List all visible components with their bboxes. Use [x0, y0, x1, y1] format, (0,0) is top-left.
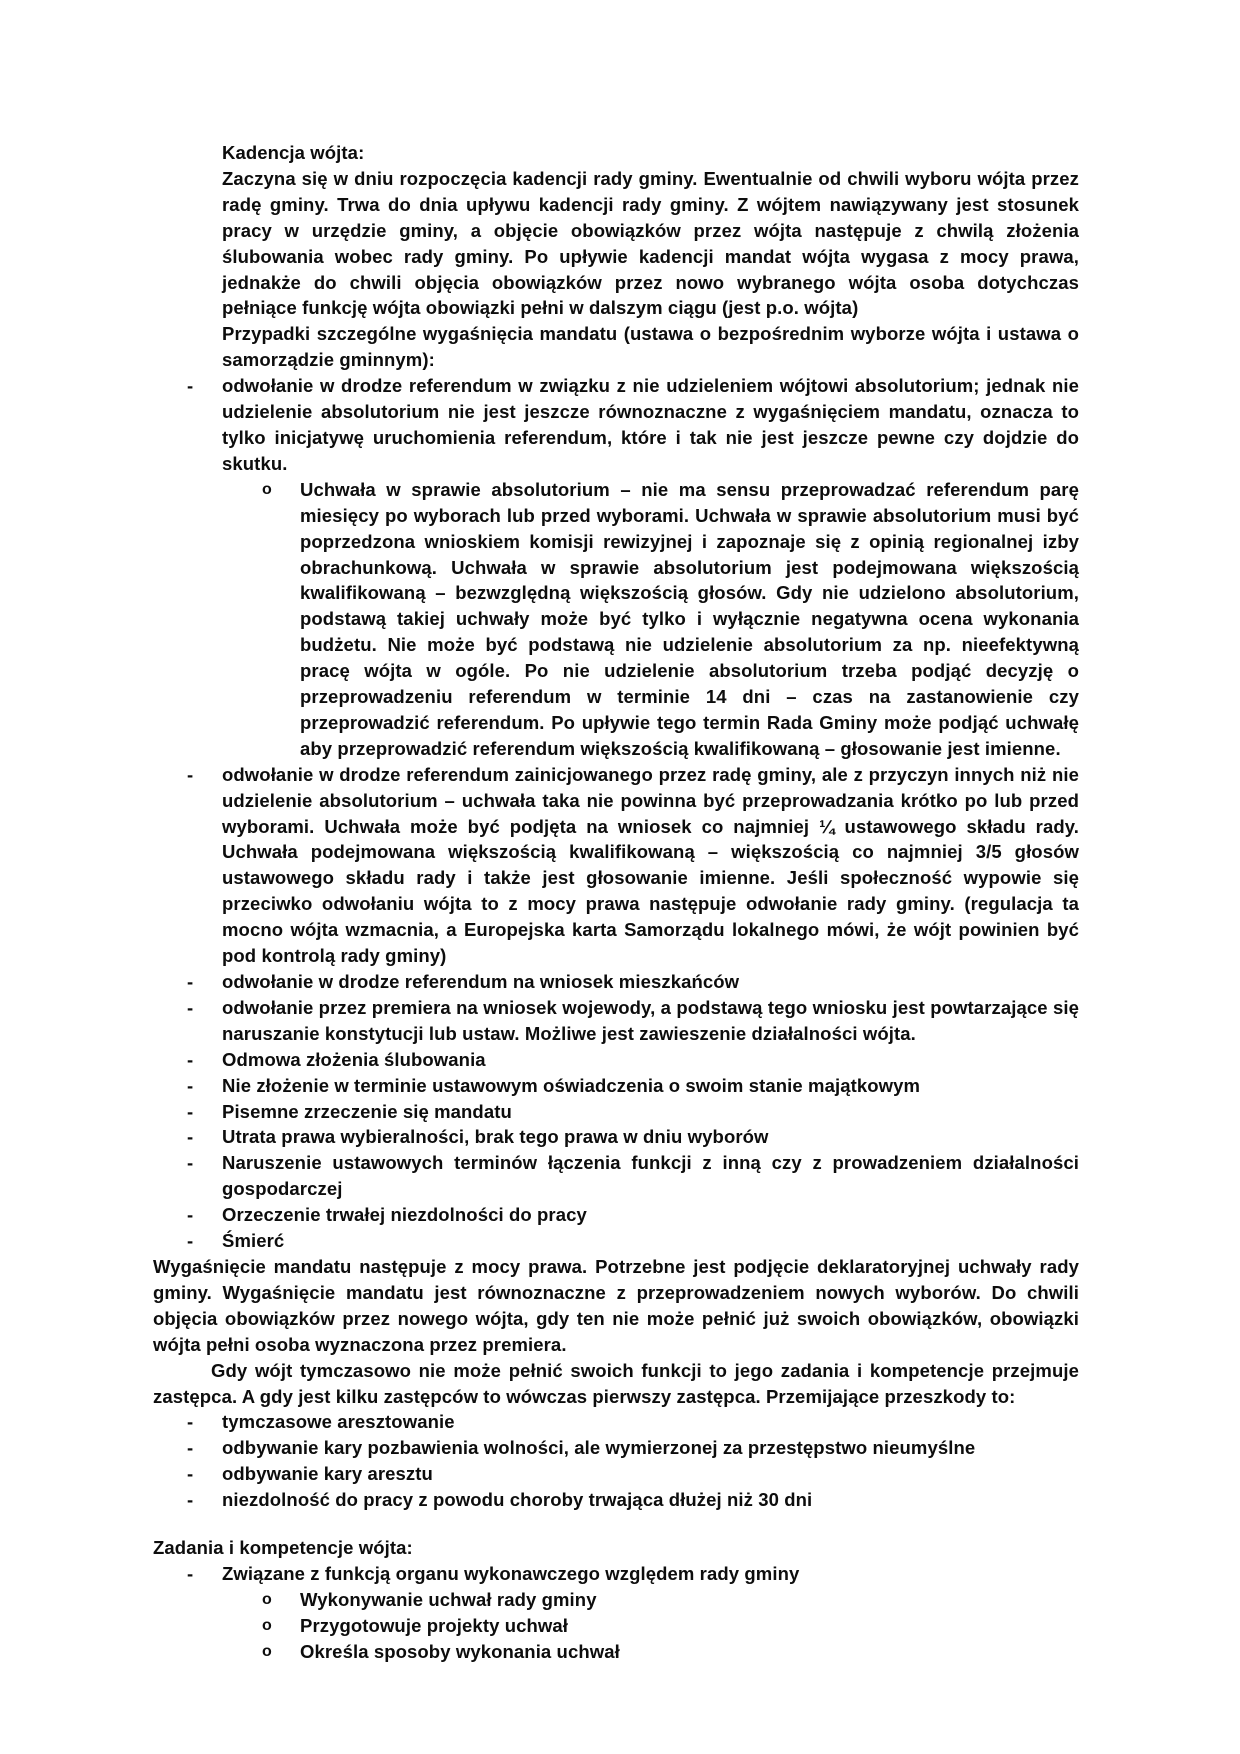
- dash-bullet-icon: -: [187, 1204, 194, 1226]
- sub-list-item: [153, 1639, 1079, 1665]
- list-item-text: Śmierć: [222, 1230, 285, 1252]
- intro-paragraph: Zaczyna się w dniu rozpoczęcia kadencji rady gminy. Ewentualnie od chwili wyboru wójta przez radę gminy. Trwa do dnia upływu kadencji rady gminy. Z wójtem nawiązywany jest stosunek pracy w urzędzie gminy, a objęcie obowiązków przez wójta następuje z chwilą złożenia ślubowania wobec rady gminy. Po upływie kadencji mandat wójta wygasa z mocy prawa, jednakże do chwili objęcia obowiązków przez nowo wybranego wójta osoba dotychczas pełniące funkcję wójta obowiązki pełni w dalszym ciągu (jest p.o. wójta): [222, 167, 1079, 319]
- dash-bullet-icon: -: [187, 1437, 194, 1459]
- dash-bullet-icon: -: [187, 1230, 194, 1252]
- dash-bullet-icon: -: [187, 1463, 194, 1485]
- list-item-text: odwołanie w drodze referendum zainicjowanego przez radę gminy, ale z przyczyn innych niż nie udzielenie absolutorium – uchwała taka nie powinna być przeprowadzania krótko po lub przed wyborami. Uchwała może być podjęta na wniosek co najmniej ¼ ustawowego składu rady. Uchwała podejmowana większością kwalifikowaną – większością co najmniej 3/5 głosów ustawowego składu rady i także jest głosowanie imienne. Jeśli społeczność wypowie się przeciwko odwołaniu wójta to z mocy prawa następuje odwołanie rady gminy. (regulacja ta mocno wójta wzmacnia, a Europejska karta Samorządu lokalnego mówi, że wójt powinien być pod kontrolą rady gminy): [222, 763, 1079, 967]
- list-item-text: Związane z funkcją organu wykonawczego względem rady gminy: [222, 1562, 800, 1584]
- list-item: [153, 1561, 1079, 1587]
- dash-bullet-icon: -: [187, 1126, 194, 1148]
- list-item-text: tymczasowe aresztowanie: [222, 1411, 455, 1433]
- list-item: [153, 969, 1079, 995]
- sub-list-item-text: Wykonywanie uchwał rady gminy: [300, 1588, 597, 1610]
- expiry-paragraph: Wygaśnięcie mandatu następuje z mocy prawa. Potrzebne jest podjęcie deklaratoryjnej uchwały rady gminy. Wygaśnięcie mandatu jest równoznaczne z przeprowadzeniem nowych wyborów. Do chwili objęcia obowiązków przez nowego wójta, gdy ten nie może pełnić już swoich obowiązków, obowiązki wójta pełni osoba wyznaczona przez premiera.: [153, 1255, 1079, 1355]
- dash-bullet-icon: -: [187, 1562, 194, 1584]
- list-item: [153, 1461, 1079, 1487]
- dash-bullet-icon: -: [187, 1411, 194, 1433]
- sub-list-item-text: Określa sposoby wykonania uchwał: [300, 1640, 620, 1662]
- list-item-text: odwołanie w drodze referendum w związku z nie udzieleniem wójtowi absolutorium; jednak nie udzielenie absolutorium nie jest jeszcze równoznaczne z wygaśnięciem mandatu, oznacza to tylko inicjatywę uruchomienia referendum, które i tak nie jest jeszcze pewne czy dojdzie do skutku.: [222, 375, 1079, 474]
- list-item-text: Utrata prawa wybieralności, brak tego prawa w dniu wyborów: [222, 1126, 769, 1148]
- list-item-text: Orzeczenie trwałej niezdolności do pracy: [222, 1204, 587, 1226]
- list-item-text: Nie złożenie w terminie ustawowym oświadczenia o swoim stanie majątkowym: [222, 1074, 921, 1096]
- list-item-text: odwołanie w drodze referendum na wniosek mieszkańców: [222, 971, 740, 992]
- circle-bullet-icon: o: [262, 480, 272, 498]
- special-cases-intro: Przypadki szczególne wygaśnięcia mandatu (ustawa o bezpośrednim wyborze wójta i ustawa o samorządzie gminnym):: [222, 323, 1079, 371]
- list-item-text: niezdolność do pracy z powodu choroby trwająca dłużej niż 30 dni: [222, 1489, 813, 1511]
- list-item: [153, 762, 1079, 969]
- list-item-text: odbywanie kary pozbawienia wolności, ale wymierzonej za przestępstwo nieumyślne: [222, 1437, 976, 1459]
- list-item-text: Naruszenie ustawowych terminów łączenia funkcji z inną czy z prowadzeniem działalności gospodarczej: [222, 1152, 1079, 1200]
- section-heading-tasks: Zadania i kompetencje wójta:: [153, 1537, 413, 1559]
- list-item: [153, 1099, 1079, 1125]
- list-item: [153, 1487, 1079, 1513]
- list-item: [153, 1073, 1079, 1099]
- dash-bullet-icon: -: [187, 1100, 194, 1122]
- list-item-text: Odmowa złożenia ślubowania: [222, 1048, 486, 1070]
- list-item: [153, 1150, 1079, 1202]
- list-item: [153, 1435, 1079, 1461]
- list-item: [153, 1228, 1079, 1254]
- list-item: [153, 1047, 1079, 1073]
- list-item: [153, 995, 1079, 1047]
- circle-bullet-icon: o: [262, 1590, 272, 1608]
- dash-bullet-icon: -: [187, 1152, 194, 1174]
- list-item: [153, 1202, 1079, 1228]
- sub-list-item: [153, 477, 1079, 762]
- circle-bullet-icon: o: [262, 1642, 272, 1660]
- dash-bullet-icon: -: [187, 375, 194, 397]
- list-item: [153, 373, 1079, 477]
- dash-bullet-icon: -: [187, 996, 194, 1018]
- list-item-text: odwołanie przez premiera na wniosek wojewody, a podstawą tego wniosku jest powtarzające się naruszanie konstytucji lub ustaw. Możliwe jest zawieszenie działalności wójta.: [222, 996, 1079, 1044]
- dash-bullet-icon: -: [187, 1489, 194, 1511]
- list-item-text: Pisemne zrzeczenie się mandatu: [222, 1100, 512, 1122]
- list-item: [153, 1409, 1079, 1435]
- sub-list-item-text: Uchwała w sprawie absolutorium – nie ma sensu przeprowadzać referendum parę miesięcy po wyborach lub przed wyborami. Uchwała w sprawie absolutorium musi być poprzedzona wnioskiem komisji rewizyjnej i zapoznaje się z opinią regionalnej izby obrachunkową. Uchwała w sprawie absolutorium jest podejmowana większością kwalifikowaną – bezwzględną większością głosów. Gdy nie udzielono absolutorium, podstawą takiej uchwały może być tylko i wyłącznie negatywna ocena wykonania budżetu. Nie może być podstawą nie udzielenie absolutorium za np. nieefektywną pracę wójta w ogóle. Po nie udzielenie absolutorium trzeba podjąć decyzję o przeprowadzeniu referendum w terminie 14 dni – czas na zastanowienie czy przeprowadzić referendum. Po upływie tego termin Rada Gminy może podjąć uchwałę aby przeprowadzić referendum większością kwalifikowaną – głosowanie jest imienne.: [300, 478, 1079, 759]
- list-item-text: odbywanie kary aresztu: [222, 1463, 433, 1485]
- deputy-paragraph: Gdy wójt tymczasowo nie może pełnić swoich funkcji to jego zadania i kompetencje przejmuje zastępca. A gdy jest kilku zastępców to wówczas pierwszy zastępca. Przemijające przeszkody to:: [153, 1359, 1079, 1407]
- dash-bullet-icon: -: [187, 1048, 194, 1070]
- sub-list-item-text: Przygotowuje projekty uchwał: [300, 1614, 569, 1636]
- sub-list-item: [153, 1613, 1079, 1639]
- circle-bullet-icon: o: [262, 1616, 272, 1634]
- section-heading-kadencja: Kadencja wójta:: [222, 142, 365, 163]
- document-text: [153, 140, 1079, 1665]
- dash-bullet-icon: -: [187, 1074, 194, 1096]
- dash-bullet-icon: -: [187, 763, 194, 785]
- sub-list-item: [153, 1587, 1079, 1613]
- dash-bullet-icon: -: [187, 971, 194, 992]
- list-item: [153, 1124, 1079, 1150]
